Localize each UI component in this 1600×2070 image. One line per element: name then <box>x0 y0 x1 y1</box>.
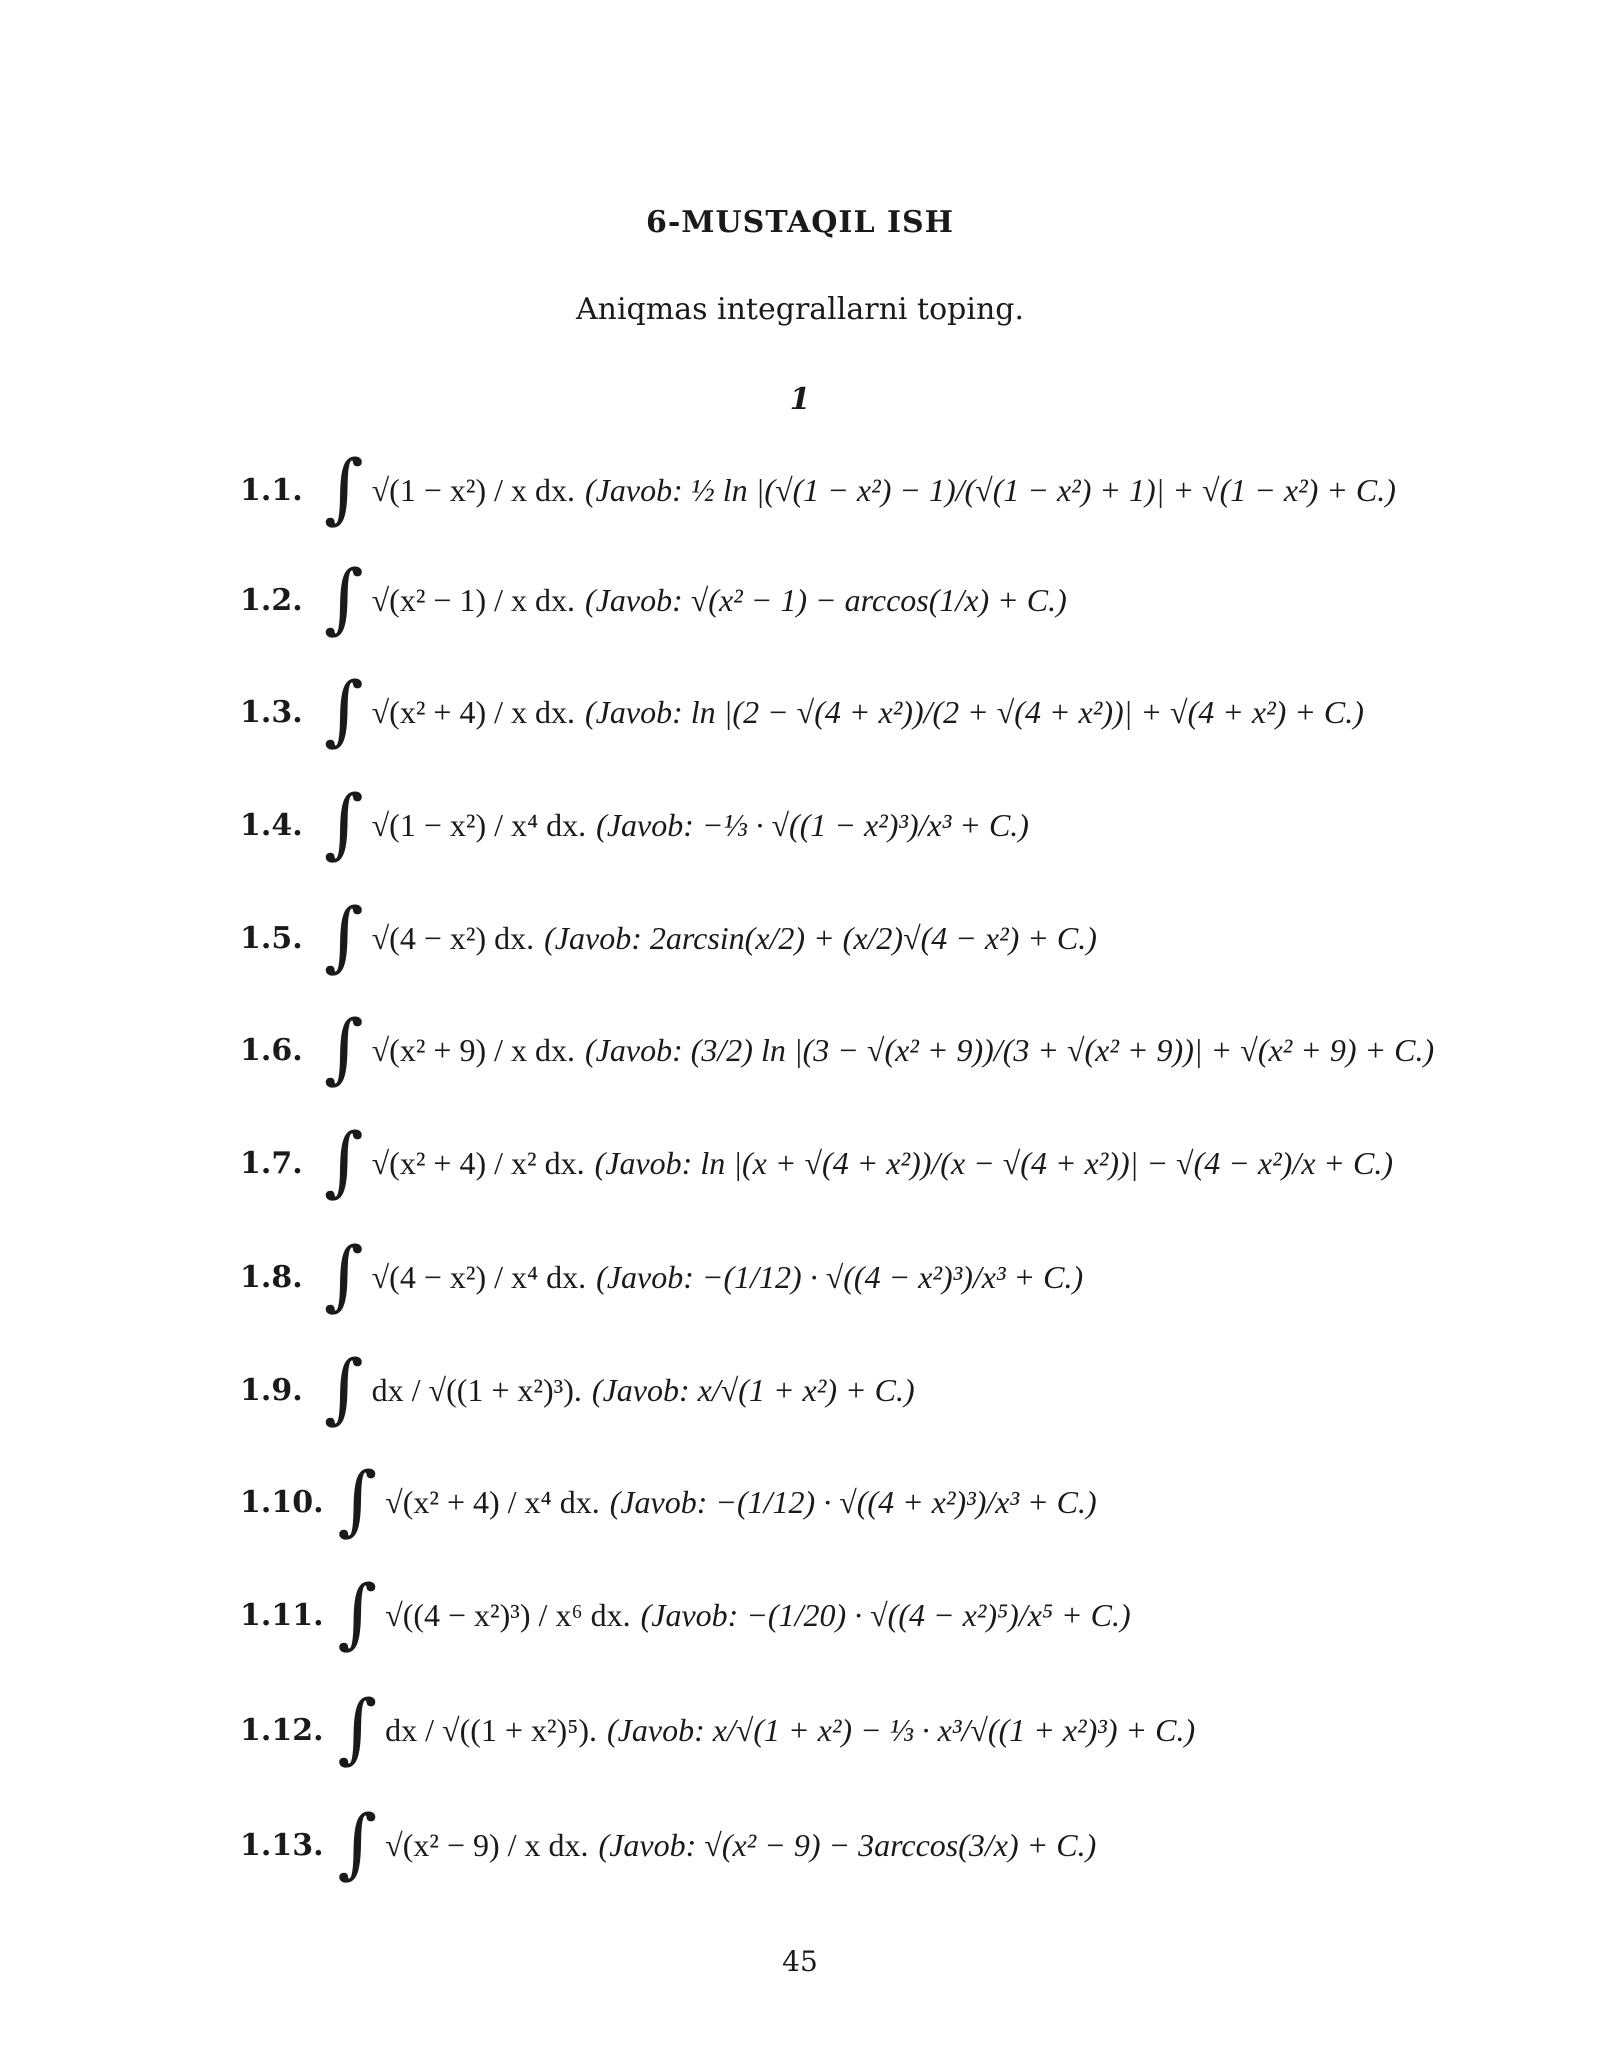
problem-number: 1.11. <box>240 1597 324 1633</box>
integral-sign-icon: ∫ <box>324 665 364 754</box>
problem-formula <box>324 1003 1435 1092</box>
problem-integrand: dx / √((1 + x²)⁵). <box>385 1711 597 1748</box>
integral-sign-icon: ∫ <box>324 891 364 980</box>
problem-item <box>240 435 1440 545</box>
integral-sign-icon: ∫ <box>337 1568 378 1657</box>
problem-item <box>240 545 1440 655</box>
integral-sign-icon: ∫ <box>337 1683 378 1772</box>
problem-number: 1.6. <box>240 1032 303 1068</box>
problem-integrand: √(x² + 4) / x dx. <box>371 693 576 730</box>
problem-number: 1.13. <box>240 1827 324 1863</box>
integral-sign-icon: ∫ <box>324 443 364 532</box>
integral-sign-icon: ∫ <box>324 778 364 867</box>
integral-sign-icon: ∫ <box>324 1343 364 1432</box>
problem-answer: (Javob: √(x² − 1) − arccos(1/x) + C.) <box>585 581 1067 618</box>
integral-sign-icon: ∫ <box>324 1003 364 1092</box>
problem-answer: (Javob: (3/2) ln |(3 − √(x² + 9))/(3 + √(x² + 9))| + √(x² + 9) + C.) <box>585 1031 1435 1068</box>
problem-answer: (Javob: √(x² − 9) − 3arccos(3/x) + C.) <box>598 1826 1097 1863</box>
problem-integrand: √(1 − x²) / x⁴ dx. <box>371 806 587 843</box>
problem-integrand: √(x² − 9) / x dx. <box>385 1826 589 1863</box>
problem-answer: (Javob: ln |(x + √(4 + x²))/(x − √(4 + x²))| − √(4 − x²)/x + C.) <box>594 1144 1393 1181</box>
problem-number: 1.9. <box>240 1372 303 1408</box>
problem-answer: (Javob: −(1/12) · √((4 + x²)³)/x³ + C.) <box>609 1483 1097 1520</box>
problem-item <box>240 883 1440 993</box>
problem-integrand: √(x² + 9) / x dx. <box>371 1031 576 1068</box>
problem-formula <box>324 443 1396 532</box>
integral-sign-icon: ∫ <box>337 1455 378 1544</box>
problem-item <box>240 657 1440 767</box>
problem-formula <box>337 1683 1196 1772</box>
problem-integrand: √(4 − x²) dx. <box>371 919 535 956</box>
integral-sign-icon: ∫ <box>324 1230 364 1319</box>
problem-item <box>240 1790 1440 1900</box>
problem-formula <box>337 1455 1097 1544</box>
problem-answer: (Javob: −(1/12) · √((4 − x²)³)/x³ + C.) <box>596 1258 1084 1295</box>
problem-answer: (Javob: 2arcsin(x/2) + (x/2)√(4 − x²) + C.) <box>544 919 1097 956</box>
page-title: 6-MUSTAQIL ISH <box>645 205 955 240</box>
problem-answer: (Javob: ½ ln |(√(1 − x²) − 1)/(√(1 − x²) + 1)| + √(1 − x²) + C.) <box>585 471 1396 508</box>
problem-answer: (Javob: x/√(1 + x²) + C.) <box>591 1371 915 1408</box>
section-number: 1 <box>789 382 811 417</box>
problem-number: 1.5. <box>240 920 303 956</box>
page-subtitle: Aniqmas integrallarni toping. <box>575 292 1025 327</box>
problem-number: 1.2. <box>240 582 303 618</box>
problem-formula <box>324 1343 915 1432</box>
integral-sign-icon: ∫ <box>324 1116 364 1205</box>
problem-formula <box>324 1116 1393 1205</box>
problem-integrand: √(1 − x²) / x dx. <box>371 471 576 508</box>
problem-answer: (Javob: ln |(2 − √(4 + x²))/(2 + √(4 + x²))| + √(4 + x²) + C.) <box>585 693 1364 730</box>
problem-item <box>240 1447 1440 1557</box>
problem-number: 1.1. <box>240 472 303 508</box>
problem-number: 1.4. <box>240 807 303 843</box>
problem-answer: (Javob: x/√(1 + x²) − ⅓ · x³/√((1 + x²)³) + C.) <box>607 1711 1196 1748</box>
problem-formula <box>337 1568 1131 1657</box>
problem-item <box>240 1560 1440 1670</box>
problem-integrand: √(x² − 1) / x dx. <box>371 581 576 618</box>
problem-answer: (Javob: −(1/20) · √((4 − x²)⁵)/x⁵ + C.) <box>640 1596 1131 1633</box>
problem-item <box>240 1222 1440 1332</box>
problem-item <box>240 1675 1440 1785</box>
problem-item <box>240 1108 1440 1218</box>
problem-number: 1.8. <box>240 1259 303 1295</box>
problem-formula <box>324 1230 1084 1319</box>
problem-formula <box>324 665 1364 754</box>
integral-sign-icon: ∫ <box>337 1798 378 1887</box>
problem-integrand: dx / √((1 + x²)³). <box>371 1371 582 1408</box>
problem-integrand: √(x² + 4) / x² dx. <box>371 1144 585 1181</box>
problem-number: 1.3. <box>240 694 303 730</box>
integral-sign-icon: ∫ <box>324 553 364 642</box>
problem-item <box>240 770 1440 880</box>
problem-integrand: √((4 − x²)³) / x⁶ dx. <box>385 1596 631 1633</box>
problem-item <box>240 995 1440 1105</box>
problem-formula <box>324 891 1097 980</box>
problem-integrand: √(4 − x²) / x⁴ dx. <box>371 1258 587 1295</box>
problem-integrand: √(x² + 4) / x⁴ dx. <box>385 1483 600 1520</box>
problem-item <box>240 1335 1440 1445</box>
problem-formula <box>337 1798 1097 1887</box>
problem-formula <box>324 778 1029 867</box>
problem-answer: (Javob: −⅓ · √((1 − x²)³)/x³ + C.) <box>596 806 1029 843</box>
problem-number: 1.12. <box>240 1712 324 1748</box>
page-number: 45 <box>782 1945 818 1978</box>
problem-formula <box>324 553 1067 642</box>
problem-number: 1.7. <box>240 1145 303 1181</box>
problem-number: 1.10. <box>240 1484 324 1520</box>
